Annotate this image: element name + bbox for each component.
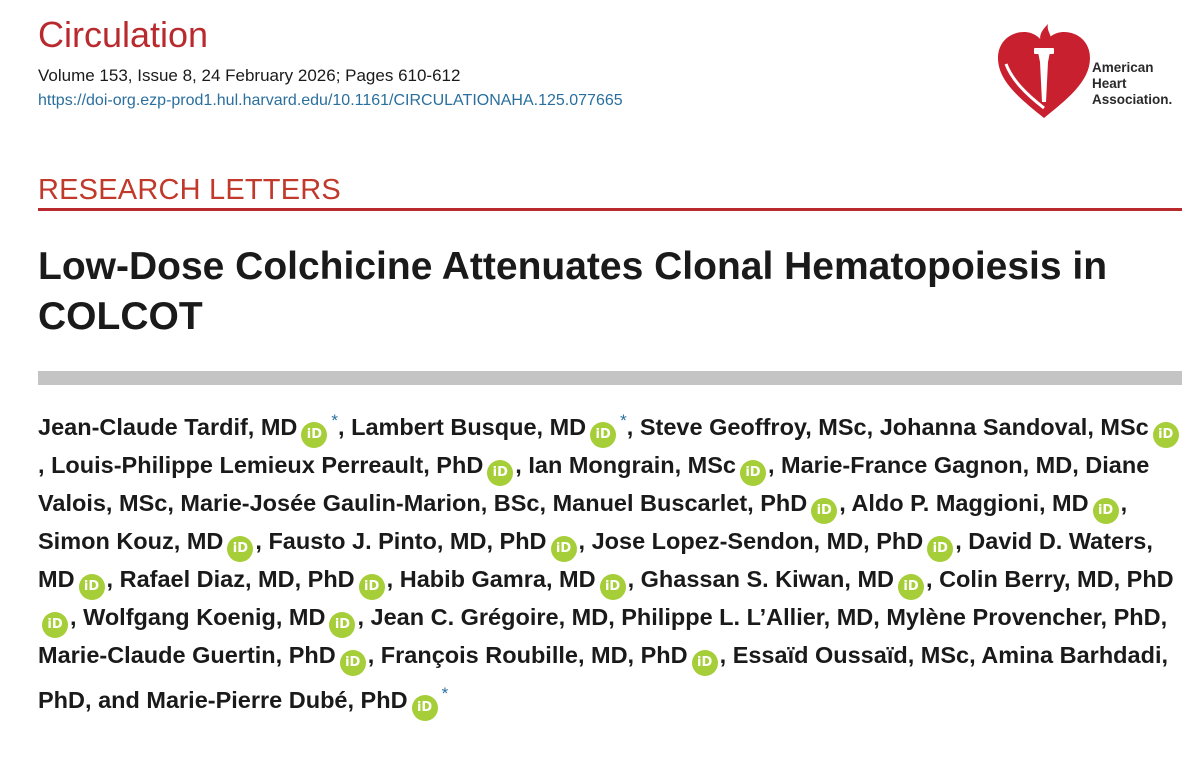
author-name[interactable]: Ghassan S. Kiwan, MD xyxy=(640,566,894,592)
author-name[interactable]: Habib Gamra, MD xyxy=(399,566,596,592)
orcid-icon[interactable]: iD xyxy=(412,695,438,721)
author-list: Jean-Claude Tardif, MD iD*, Lambert Busque, MD iD*, Steve Geoffroy, MSc, Johanna Sandoval, MSc iD, Louis-Philippe Lemieux Perreault, PhD iD , Ian Mongrain, MSc iD , Marie-France Gagnon, MD, Diane Valois, MSc, Marie-Josée Gaulin-Marion, BSc, Manuel Buscarlet, PhD iD , Aldo P. Maggioni, MD iD , Simon Kouz, MD iD , Fausto J. Pinto, MD, PhD iD , Jose Lopez-Sendon, MD, PhD iD , David D. Waters, MD iD , Rafael Diaz, MD, PhD iD , Habib Gamra, MD iD , Ghassan S. Kiwan, MD iD , Colin Berry, MD, PhDiD , Wolfgang Koenig, MD iD , Jean C. Grégoire, MD, Philippe L. L’Allier, MD, Mylène Provencher, PhD, Marie-Claude Guertin, PhD iD , François Roubille, MD, PhD iD , Essaïd Oussaïd, MSc, Amina Barhdadi, PhD, and Marie-Pierre Dubé, PhD iD* xyxy=(38,403,1182,721)
orcid-icon[interactable]: iD xyxy=(600,574,626,600)
orcid-icon[interactable]: iD xyxy=(740,460,766,486)
orcid-icon[interactable]: iD xyxy=(340,650,366,676)
author-name[interactable]: Marie-France Gagnon, MD xyxy=(781,452,1073,478)
orcid-icon[interactable]: iD xyxy=(590,422,616,448)
author-name[interactable]: François Roubille, MD, PhD xyxy=(380,642,688,668)
journal-title: Circulation xyxy=(38,14,209,55)
aha-logo-text xyxy=(1092,60,1172,108)
article-title: Low-Dose Colchicine Attenuates Clonal Hematopoiesis in COLCOT xyxy=(38,245,1108,338)
footnote-marker[interactable]: * xyxy=(620,411,627,430)
author-name[interactable]: Johanna Sandoval, MSc xyxy=(879,414,1149,440)
title-divider xyxy=(38,371,1182,385)
author-name[interactable]: Jean-Claude Tardif, MD xyxy=(38,414,298,440)
orcid-icon[interactable]: iD xyxy=(359,574,385,600)
author-name[interactable]: Wolfgang Koenig, MD xyxy=(83,604,326,630)
aha-logo-line: American xyxy=(1092,60,1154,75)
author-name[interactable]: Colin Berry, MD, PhD xyxy=(939,566,1174,592)
author-name[interactable]: Marie-Josée Gaulin-Marion, BSc xyxy=(180,490,540,516)
section-heading: RESEARCH LETTERS xyxy=(38,174,341,206)
doi-link[interactable]: https://doi-org.ezp-prod1.hul.harvard.edu/10.1161/CIRCULATIONAHA.125.077665 xyxy=(38,92,623,109)
footnote-marker[interactable]: * xyxy=(331,411,339,430)
section-divider xyxy=(38,208,1182,211)
orcid-icon[interactable]: iD xyxy=(898,574,924,600)
aha-logo-line: Heart xyxy=(1092,76,1127,91)
author-name[interactable]: Aldo P. Maggioni, MD xyxy=(851,490,1089,516)
footnote-marker[interactable]: * xyxy=(441,684,449,703)
author-name[interactable]: Jose Lopez-Sendon, MD, PhD xyxy=(591,528,924,554)
author-name[interactable]: Diane Valois, MSc xyxy=(38,452,1150,516)
orcid-icon[interactable]: iD xyxy=(1153,422,1179,448)
orcid-icon[interactable]: iD xyxy=(301,422,327,448)
author-name[interactable]: and Marie-Pierre Dubé, PhD xyxy=(98,687,408,713)
orcid-icon[interactable]: iD xyxy=(1093,498,1119,524)
author-name[interactable]: Essaïd Oussaïd, MSc xyxy=(732,642,970,668)
author-name[interactable]: Rafael Diaz, MD, PhD xyxy=(119,566,355,592)
orcid-icon[interactable]: iD xyxy=(79,574,105,600)
author-name[interactable]: Ian Mongrain, MSc xyxy=(528,452,736,478)
author-name[interactable]: Fausto J. Pinto, MD, PhD xyxy=(268,528,547,554)
author-name[interactable]: Jean C. Grégoire, MD xyxy=(370,604,609,630)
orcid-icon[interactable]: iD xyxy=(551,536,577,562)
orcid-icon[interactable]: iD xyxy=(487,460,513,486)
aha-logo-line: Association. xyxy=(1092,92,1173,107)
author-name[interactable]: Steve Geoffroy, MSc xyxy=(639,414,867,440)
author-name[interactable]: Simon Kouz, MD xyxy=(38,528,224,554)
author-name[interactable]: Manuel Buscarlet, PhD xyxy=(552,490,808,516)
orcid-icon[interactable]: iD xyxy=(811,498,837,524)
orcid-icon[interactable]: iD xyxy=(329,612,355,638)
orcid-icon[interactable]: iD xyxy=(227,536,253,562)
orcid-icon[interactable]: iD xyxy=(927,536,953,562)
author-name[interactable]: Louis-Philippe Lemieux Perreault, PhD xyxy=(51,452,484,478)
orcid-icon[interactable]: iD xyxy=(692,650,718,676)
issue-line: Volume 153, Issue 8, 24 February 2026; Pages 610-612 xyxy=(38,66,461,85)
author-name[interactable]: Lambert Busque, MD xyxy=(351,414,587,440)
author-name[interactable]: Mylène Provencher, PhD xyxy=(886,604,1161,630)
orcid-icon[interactable]: iD xyxy=(42,612,68,638)
author-name[interactable]: Philippe L. L’Allier, MD xyxy=(621,604,874,630)
author-name[interactable]: Amina Barhdadi, PhD xyxy=(38,642,1169,713)
author-name[interactable]: Marie-Claude Guertin, PhD xyxy=(38,642,336,668)
author-name[interactable]: David D. Waters, MD xyxy=(38,528,1153,592)
